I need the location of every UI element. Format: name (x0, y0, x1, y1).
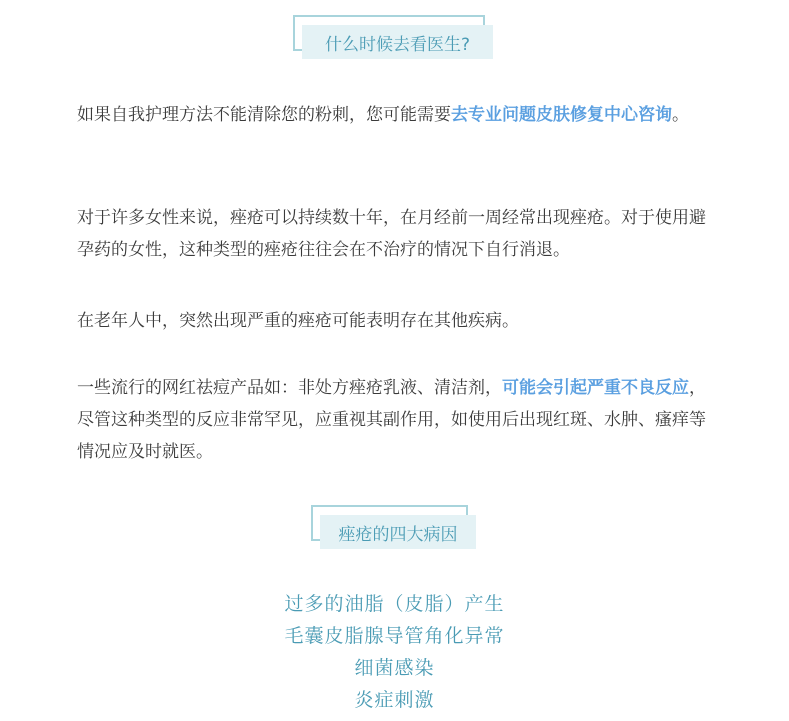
consult-center-link[interactable]: 去专业问题皮肤修复中心咨询 (451, 105, 672, 125)
list-item: 过多的油脂（皮脂）产生 (284, 593, 505, 615)
section-title-text: 痤疮的四大病因 (338, 524, 458, 545)
paragraph-women-acne: 对于许多女性来说，痤疮可以持续数十年，在月经前一周经常出现痤疮。对于使用避孕药的女性，这种类型的痤疮往往会在不治疗的情况下自行消退。 (77, 208, 706, 260)
list-item: 毛囊皮脂腺导管角化异常 (284, 625, 505, 647)
paragraph-text: 一些流行的网红祛痘产品如：非处方痤疮乳液、清洁剂， (77, 378, 502, 398)
paragraph-products-warning (77, 372, 717, 468)
list-item: 细菌感染 (354, 657, 435, 679)
paragraph-text: ，尽管这种类型的反应非常罕见，应重视其副作用，如使用后出现红斑、水肿、瘙痒等情况应及时就医。 (77, 378, 706, 462)
acne-causes-list (0, 588, 789, 716)
adverse-reaction-highlight: 可能会引起严重不良反应 (502, 378, 689, 398)
paragraph-elderly-acne: 在老年人中，突然出现严重的痤疮可能表明存在其他疾病。 (77, 311, 519, 331)
paragraph-text: 如果自我护理方法不能清除您的粉刺，您可能需要 (77, 105, 451, 125)
paragraph-text: 。 (672, 105, 689, 125)
list-item: 炎症刺激 (354, 689, 435, 711)
section-title-text: 什么时候去看医生? (324, 34, 471, 55)
section-title-four-causes (311, 505, 476, 549)
section-title-when-to-see-doctor (293, 15, 493, 59)
paragraph-self-care (77, 99, 717, 131)
